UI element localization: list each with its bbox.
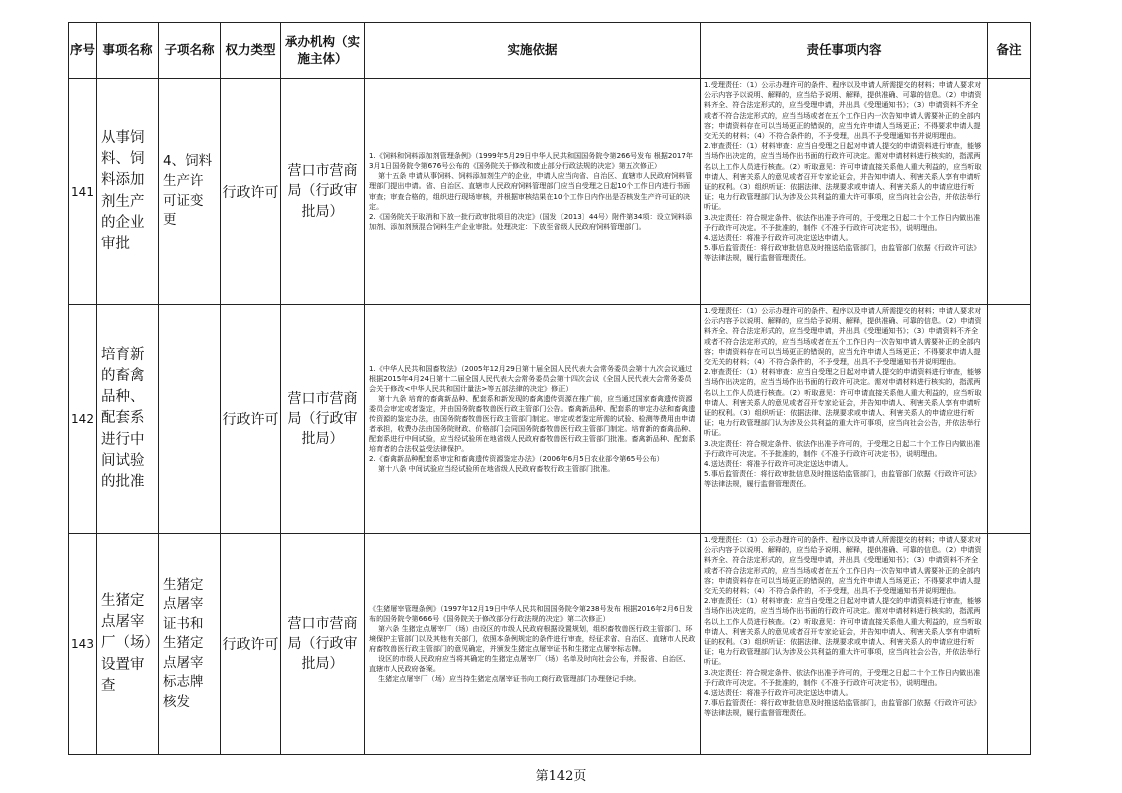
item-name: 从事饲料、饲料添加剂生产的企业审批 — [97, 79, 159, 305]
header-note: 备注 — [988, 23, 1031, 79]
sub-item-name: 4、饲料生产许可证变更 — [159, 79, 221, 305]
sub-item-name: 生猪定点屠宰证书和生猪定点屠宰标志牌核发 — [159, 534, 221, 755]
header-basis: 实施依据 — [365, 23, 701, 79]
table-header-row — [69, 23, 1031, 79]
item-name: 培育新的畜禽品种、配套系进行中间试验的批准 — [97, 305, 159, 534]
header-sub-item: 子项名称 — [159, 23, 221, 79]
power-list-table — [68, 22, 1031, 755]
table-row — [69, 305, 1031, 534]
note-cell — [988, 79, 1031, 305]
header-duty: 责任事项内容 — [701, 23, 988, 79]
row-number: 141 — [69, 79, 97, 305]
note-cell — [988, 305, 1031, 534]
legal-basis: 《生猪屠宰管理条例》（1997年12月19日中华人民共和国国务院令第238号发布 根据2016年2月6日发布的国务院令第666号《国务院关于修改部分行政法规的决定》第二次修正） 第六条 生猪定点屠宰厂（场）由设区的市级人民政府根据设置规划，组织畜牧兽医行政主管部门、环境保护主管部门以及其他有关部门，依照本条例规定的条件进行审查，经征求省、自治区、直辖市人民政府畜牧兽医行政主管部门的意见确定，并颁发生猪定点屠宰证书和生猪定点屠宰标志牌。 设区的市级人民政府应当将其确定的生猪定点屠宰厂（场）名单及时向社会公布，并报省、自治区、直辖市人民政府备案。 生猪定点屠宰厂（场）应当持生猪定点屠宰证书向工商行政管理部门办理登记手续。 — [365, 534, 701, 755]
row-number: 143 — [69, 534, 97, 755]
duty-content: 1.受理责任：（1）公示办理许可的条件、程序以及申请人所需提交的材料；申请人要求对公示内容予以说明、解释的，应当给予说明、解释，提供准确、可靠的信息。（2）申请资料齐全、符合法定形式的，应当受理申请，并出具《受理通知书》；（3）申请资料不齐全或者不符合法定形式的，应当当场或者在五个工作日内一次告知申请人需要补正的全部内容；申请资料存在可以当场更正的错误的，应当允许申请人当场更正；不得要求申请人提交无关的材料；（4）不符合条件的，不予受理，出具不予受理通知书并说明理由。 2.审查责任：（1）材料审查：应当自受理之日起对申请人提交的申请资料进行审查，能够当场作出决定的，应当当场作出书面的行政许可决定。需对申请材料进行核实的，指派两名以上工作人员进行核查。（2）听取意见：许可申请直接关系他人重大利益的，应当听取申请人、利害关系人的意见或者召开专家论证会，并告知申请人、利害关系人享有申请听证的权利。（3）组织听证：依据法律、法规要求或申请人、利害关系人的申请应进行听证；电力行政管理部门认为涉及公共利益的重大许可事项，应当向社会公告，并依法举行听证。 3.决定责任：符合规定条件、依法作出准予许可的，于受理之日起二十个工作日内做出准予行政许可决定。不予批准的，制作《不准予行政许可决定书》，说明理由。 4.送达责任：将准予行政许可决定送达申请人。 5.事后监管责任：将行政审批信息及时推送给监管部门，由监管部门依据《行政许可法》等法律法规，履行监督管理责任。 — [701, 305, 988, 534]
table-row — [69, 79, 1031, 305]
power-type: 行政许可 — [221, 534, 281, 755]
header-no: 序号 — [69, 23, 97, 79]
header-power-type: 权力类型 — [221, 23, 281, 79]
duty-content: 1.受理责任：（1）公示办理许可的条件、程序以及申请人所需提交的材料；申请人要求对公示内容予以说明、解释的，应当给予说明、解释，提供准确、可靠的信息。（2）申请资料齐全、符合法定形式的，应当受理申请，并出具《受理通知书》；（3）申请资料不齐全或者不符合法定形式的，应当当场或者在五个工作日内一次告知申请人需要补正的全部内容；申请资料存在可以当场更正的错误的，应当允许申请人当场更正；不得要求申请人提交无关的材料；（4）不符合条件的，不予受理，出具不予受理通知书并说明理由。 2.审查责任：（1）材料审查：应当自受理之日起对申请人提交的申请资料进行审查，能够当场作出决定的，应当当场作出书面的行政许可决定。需对申请材料进行核实的，指派两名以上工作人员进行核查。（2）听取意见：许可申请直接关系他人重大利益的，应当听取申请人、利害关系人的意见或者召开专家论证会，并告知申请人、利害关系人享有申请听证的权利。（3）组织听证：依据法律、法规要求或申请人、利害关系人的申请应进行听证；电力行政管理部门认为涉及公共利益的重大许可事项，应当向社会公告，并依法举行听证。 3.决定责任：符合规定条件、依法作出准予许可的，于受理之日起二十个工作日内做出准予行政许可决定。不予批准的，制作《不准予行政许可决定书》，说明理由。 4.送达责任：将准予行政许可决定送达申请人。 7.事后监管责任：将行政审批信息及时推送给监管部门，由监管部门依据《行政许可法》等法律法规，履行监督管理责任。 — [701, 534, 988, 755]
header-org: 承办机构（实施主体） — [281, 23, 365, 79]
handling-org: 营口市营商局（行政审批局） — [281, 79, 365, 305]
row-number: 142 — [69, 305, 97, 534]
note-cell — [988, 534, 1031, 755]
legal-basis: 1.《饲料和饲料添加剂管理条例》（1999年5月29日中华人民共和国国务院令第266号发布 根据2017年3月1日国务院令第676号公布的《国务院关于修改和废止部分行政法规的决定》第五次修正） 第十五条 申请从事饲料、饲料添加剂生产的企业，申请人应当向省、自治区、直辖市人民政府饲料管理部门提出申请。省、自治区、直辖市人民政府饲料管理部门应当自受理之日起10个工作日内进行书面审查；审查合格的，组织进行现场审核，并根据审核结果在10个工作日内作出是否核发生产许可证的决定。 2.《国务院关于取消和下放一批行政审批项目的决定》（国发〔2013〕44号）附件第34项：设立饲料添加剂、添加剂预混合饲料生产企业审批。处理决定：下放至省级人民政府饲料管理部门。 — [365, 79, 701, 305]
header-item-name: 事项名称 — [97, 23, 159, 79]
handling-org: 营口市营商局（行政审批局） — [281, 305, 365, 534]
power-type: 行政许可 — [221, 305, 281, 534]
sub-item-name — [159, 305, 221, 534]
page-number: 第142页 — [535, 769, 587, 784]
legal-basis: 1.《中华人民共和国畜牧法》（2005年12月29日第十届全国人民代表大会常务委员会第十九次会议通过 根据2015年4月24日第十二届全国人民代表大会常务委员会第十四次会议《全国人民代表大会常务委员会关于修改<中华人民共和国计量法>等五部法律的决定》修正） 第十九条 培育的畜禽新品种、配套系和新发现的畜禽遗传资源在推广前，应当通过国家畜禽遗传资源委员会审定或者鉴定，并由国务院畜牧兽医行政主管部门公告。畜禽新品种、配套系的审定办法和畜禽遗传资源的鉴定办法，由国务院畜牧兽医行政主管部门制定。审定或者鉴定所需的试验、检测等费用由申请者承担，收费办法由国务院财政、价格部门会同国务院畜牧兽医行政主管部门制定。培育新的畜禽品种、配套系进行中间试验，应当经试验所在地省级人民政府畜牧兽医行政主管部门批准。畜禽新品种、配套系培育者的合法权益受法律保护。 2.《畜禽新品种配套系审定和畜禽遗传资源鉴定办法》（2006年6月5日农业部令第65号公布） 第十八条 中间试验应当经试验所在地省级人民政府畜牧行政主管部门批准。 — [365, 305, 701, 534]
power-type: 行政许可 — [221, 79, 281, 305]
item-name: 生猪定点屠宰厂（场）设置审查 — [97, 534, 159, 755]
duty-content: 1.受理责任：（1）公示办理许可的条件、程序以及申请人所需提交的材料；申请人要求对公示内容予以说明、解释的，应当给予说明、解释，提供准确、可靠的信息。（2）申请资料齐全、符合法定形式的，应当受理申请，并出具《受理通知书》；（3）申请资料不齐全或者不符合法定形式的，应当当场或者在五个工作日内一次告知申请人需要补正的全部内容；申请资料存在可以当场更正的错误的，应当允许申请人当场更正；不得要求申请人提交无关的材料；（4）不符合条件的，不予受理，出具不予受理通知书并说明理由。 2.审查责任：（1）材料审查：应当自受理之日起对申请人提交的申请资料进行审查，能够当场作出决定的，应当当场作出书面的行政许可决定。需对申请材料进行核实的，指派两名以上工作人员进行核查。（2）听取意见：许可申请直接关系他人重大利益的，应当听取申请人、利害关系人的意见或者召开专家论证会，并告知申请人、利害关系人享有申请听证的权利。（3）组织听证：依据法律、法规要求或申请人、利害关系人的申请应进行听证；电力行政管理部门认为涉及公共利益的重大许可事项，应当向社会公告，并依法举行听证。 3.决定责任：符合规定条件、依法作出准予许可的，于受理之日起二十个工作日内做出准予行政许可决定。不予批准的，制作《不准予行政许可决定书》，说明理由。 4.送达责任：将准予行政许可决定送达申请人。 5.事后监管责任：将行政审批信息及时推送给监管部门，由监管部门依据《行政许可法》等法律法规，履行监督管理责任。 — [701, 79, 988, 305]
table-row — [69, 534, 1031, 755]
handling-org: 营口市营商局（行政审批局） — [281, 534, 365, 755]
